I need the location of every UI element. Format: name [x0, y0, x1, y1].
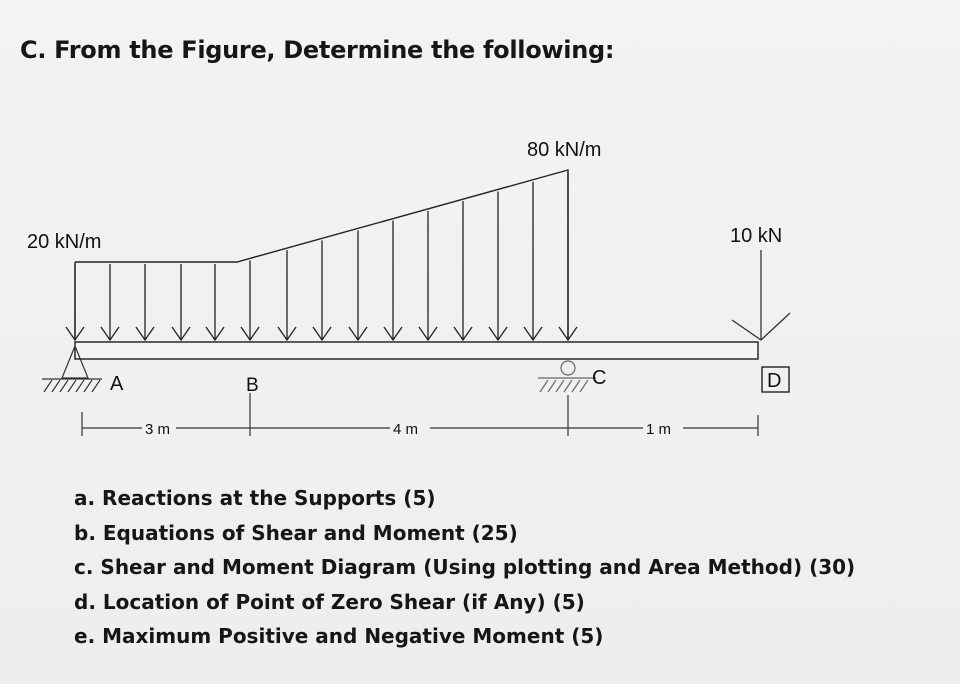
beam — [75, 342, 758, 359]
label-support-a: A — [110, 373, 124, 395]
load-arrows — [66, 172, 577, 340]
dim-label-3m: 3 m — [145, 421, 171, 438]
label-point-b: B — [246, 375, 259, 396]
label-point-d: D — [767, 370, 782, 392]
question-d — [74, 585, 954, 620]
question-c-points: (30) — [809, 555, 856, 579]
question-d-points: (5) — [552, 589, 585, 614]
label-10-kn: 10 kN — [730, 225, 783, 247]
problem-heading: C. From the Figure, Determine the following: — [20, 36, 615, 64]
question-e — [74, 619, 954, 654]
question-list — [74, 481, 954, 654]
point-load-arrow — [732, 250, 790, 340]
dim-label-4m: 4 m — [393, 421, 419, 438]
question-a-text: a. Reactions at the Supports — [74, 486, 404, 510]
question-b-points: (25) — [471, 520, 518, 545]
roller-support-c — [538, 361, 596, 392]
dim-label-1m: 1 m — [646, 421, 672, 438]
question-c-text: c. Shear and Moment Diagram (Using plotting and Area Method) — [74, 555, 810, 579]
question-c — [74, 550, 954, 585]
question-d-text: d. Location of Point of Zero Shear (if Any) — [74, 589, 553, 614]
question-b-text: b. Equations of Shear and Moment — [74, 520, 472, 545]
beam-body — [75, 342, 758, 359]
question-e-points: (5) — [571, 624, 604, 648]
question-a — [74, 481, 954, 516]
question-a-points: (5) — [403, 486, 436, 510]
label-20-kn-m: 20 kN/m — [27, 231, 102, 253]
label-support-c: C — [592, 367, 607, 389]
question-b — [74, 516, 954, 551]
label-80-kn-m: 80 kN/m — [527, 139, 602, 161]
question-e-text: e. Maximum Positive and Negative Moment — [74, 624, 572, 648]
